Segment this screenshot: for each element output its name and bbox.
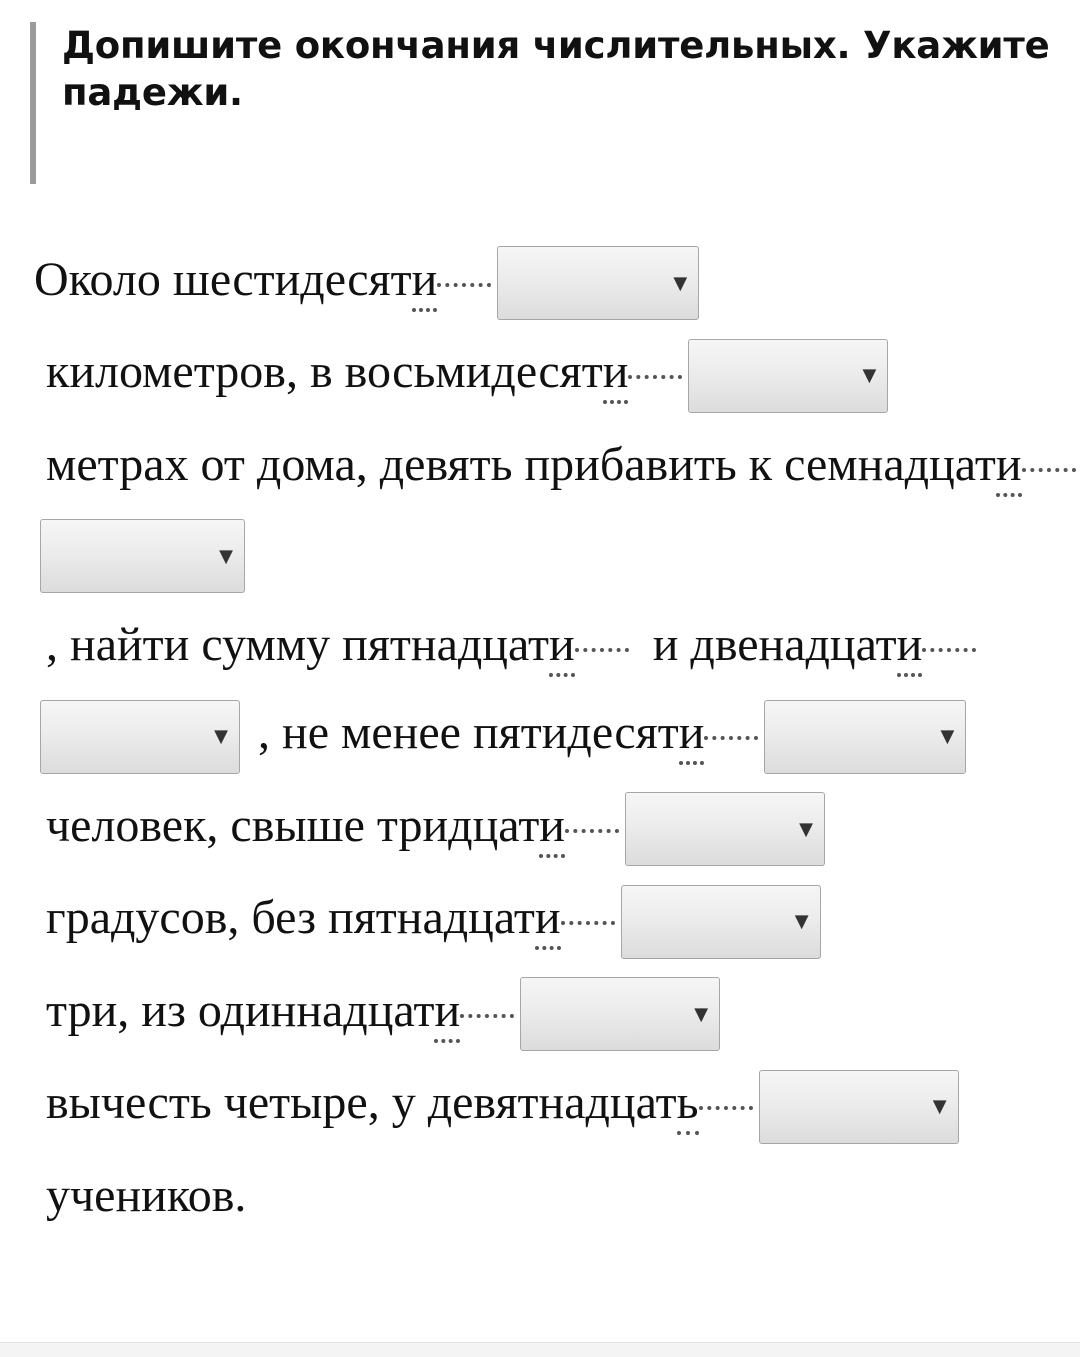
case-select-7[interactable]: [621, 885, 821, 959]
word-ending-2: и: [603, 345, 683, 398]
case-select-2[interactable]: [688, 339, 888, 413]
chevron-down-icon: ▼: [694, 1003, 709, 1025]
text-segment-9: три, из одиннадцат: [34, 983, 435, 1037]
chevron-down-icon: ▼: [799, 818, 813, 840]
case-select-6-wrap[interactable]: [619, 785, 831, 874]
text-segment-8: градусов, без пятнадцат: [34, 891, 535, 945]
case-select-3[interactable]: [40, 519, 245, 593]
case-select-3-wrap[interactable]: [34, 512, 251, 601]
case-select-6[interactable]: [625, 792, 825, 866]
case-select-4[interactable]: [40, 700, 240, 774]
case-select-4-wrap[interactable]: [34, 693, 246, 782]
text-segment-7: человек, свыше тридцат: [34, 798, 540, 852]
case-select-2-wrap[interactable]: [682, 332, 894, 421]
chevron-down-icon: ▼: [219, 545, 233, 567]
word-ending-6: и: [679, 706, 759, 759]
word-ending-8: и: [535, 891, 615, 944]
case-select-5-wrap[interactable]: [758, 693, 972, 782]
word-ending-7: и: [539, 799, 619, 852]
chevron-down-icon: ▼: [673, 272, 688, 294]
chevron-down-icon: ▼: [932, 1096, 947, 1118]
case-select-5[interactable]: [764, 700, 966, 774]
case-select-1-wrap[interactable]: [491, 239, 705, 328]
word-ending-4: и: [549, 618, 629, 671]
text-segment-5: и двенадцат: [628, 618, 897, 672]
text-segment-1: Около шестидесят: [34, 253, 412, 306]
word-ending-9: и: [434, 984, 514, 1037]
chevron-down-icon: ▼: [862, 365, 877, 387]
word-ending-3: и: [996, 438, 1076, 491]
chevron-down-icon: ▼: [940, 726, 955, 748]
word-ending-10: ь: [677, 1076, 753, 1129]
chevron-down-icon: ▼: [794, 911, 809, 933]
case-select-1[interactable]: [497, 246, 699, 320]
word-ending-1: и: [412, 253, 492, 306]
task-heading: [30, 22, 1050, 184]
case-select-8[interactable]: [520, 977, 720, 1051]
text-segment-6: , не менее пятидесят: [246, 706, 679, 760]
case-select-9-wrap[interactable]: [753, 1063, 965, 1152]
bottom-strip: [0, 1342, 1080, 1357]
text-segment-10: вычесть четыре, у девятнадцат: [34, 1076, 677, 1130]
case-select-8-wrap[interactable]: [514, 970, 726, 1059]
exercise-text: [30, 236, 1050, 1240]
case-select-7-wrap[interactable]: [615, 878, 827, 967]
case-select-9[interactable]: [759, 1070, 959, 1144]
word-ending-5: и: [897, 618, 977, 671]
text-segment-3: метрах от дома, девять прибавить к семнадцат: [34, 437, 996, 491]
text-segment-11: учеников.: [34, 1168, 247, 1222]
task-heading-text: Допишите окончания числительных. Укажите падежи.: [62, 24, 1050, 115]
text-segment-4: , найти сумму пятнадцат: [34, 618, 550, 672]
text-segment-2: километров, в восьмидесят: [34, 345, 603, 399]
chevron-down-icon: ▼: [214, 726, 228, 748]
